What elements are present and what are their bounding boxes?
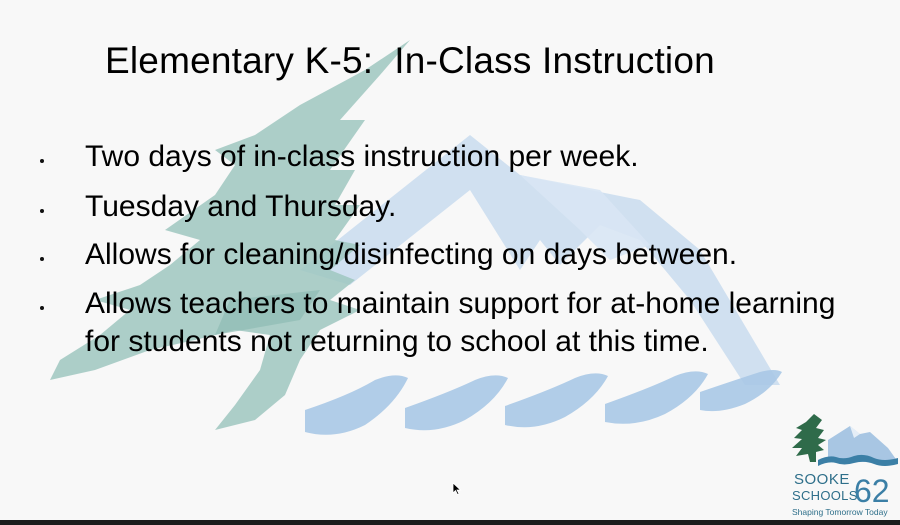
logo-tagline: Shaping Tomorrow Today (792, 507, 888, 517)
bullet-dot (40, 209, 44, 213)
logo-number: 62 (854, 473, 890, 509)
bullet-dot (40, 257, 44, 261)
bullet-dot (40, 306, 44, 310)
slide-title: Elementary K-5: In-Class Instruction (105, 40, 715, 81)
mouse-pointer-icon (452, 482, 462, 496)
bullet-dot (40, 159, 44, 163)
tree-mountain-logo-icon (788, 412, 900, 472)
sooke-schools-logo (788, 412, 900, 520)
logo-text-schools: SCHOOLS (792, 488, 858, 503)
bullet-text: Two days of in-class instruction per week. (85, 140, 639, 173)
bullet-text: Allows teachers to maintain support for at-home learning for students not returning to school at this time. (85, 287, 836, 358)
bottom-bar (0, 520, 900, 525)
bullet-text: Tuesday and Thursday. (85, 190, 397, 223)
logo-text-sooke: SOOKE (794, 471, 850, 488)
bullet-text: Allows for cleaning/disinfecting on days between. (85, 238, 738, 271)
